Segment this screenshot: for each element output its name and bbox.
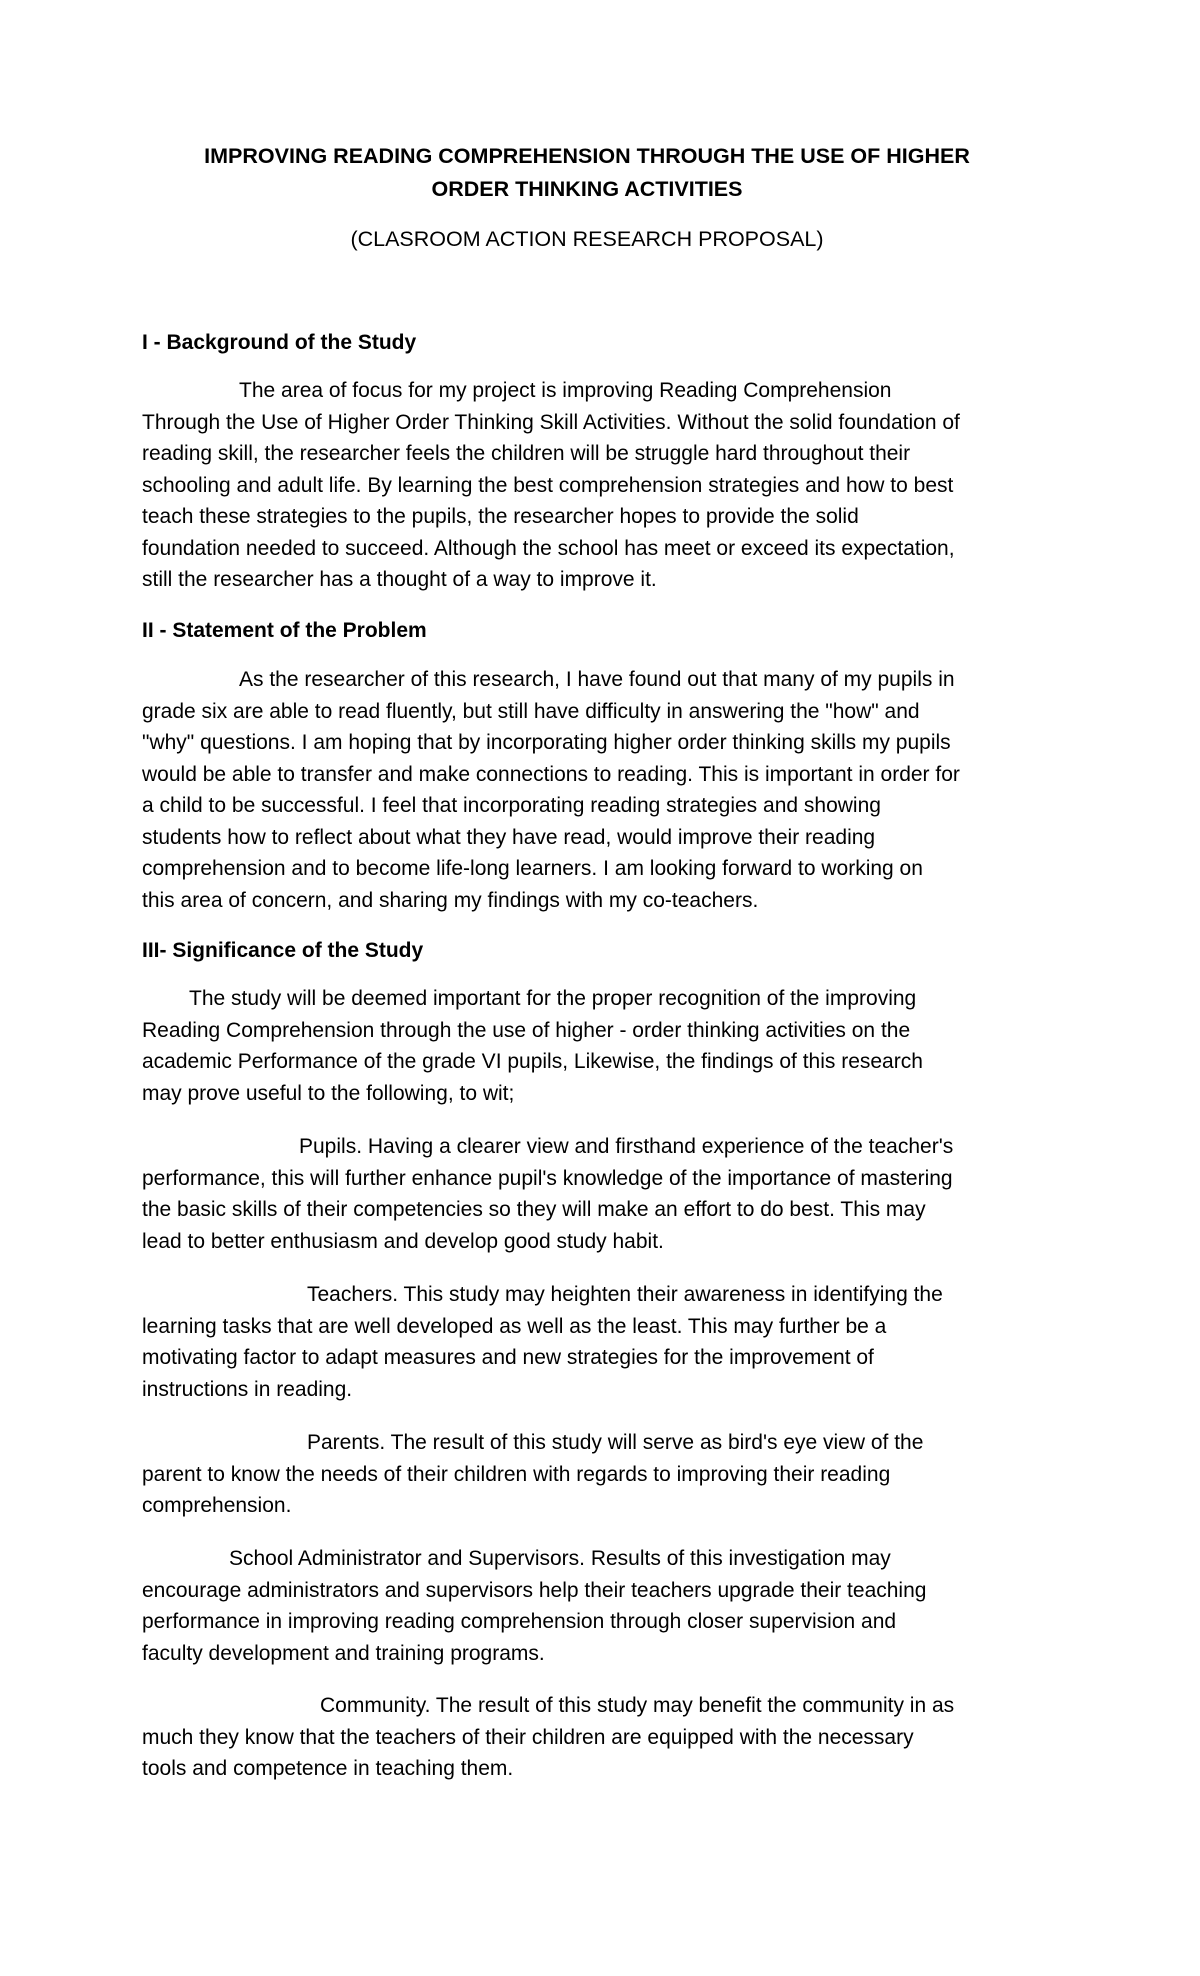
document-title [142,140,1032,206]
paragraph-background [142,375,1082,596]
paragraph-line: Through the Use of Higher Order Thinking Skill Activities. Without the solid foundation of [142,410,960,434]
paragraph-line: Parents. The result of this study will serve as bird's eye view of the [307,1431,924,1454]
paragraph-line: performance, this will further enhance pupil's knowledge of the importance of mastering [142,1166,953,1190]
paragraph-line: motivating factor to adapt measures and new strategies for the improvement of [142,1346,874,1369]
paragraph-line: reading skill, the researcher feels the children will be struggle hard throughout their [142,442,911,465]
title-line-2: ORDER THINKING ACTIVITIES [431,177,743,201]
paragraph-line: School Administrator and Supervisors. Results of this investigation may [229,1547,891,1570]
paragraph-line: faculty development and training programs. [142,1641,545,1665]
paragraph-line: tools and competence in teaching them. [142,1757,514,1780]
paragraph-administrators [142,1543,1082,1669]
paragraph-line: Reading Comprehension through the use of higher - order thinking activities on the [142,1018,911,1042]
paragraph-line: parent to know the needs of their children with regards to improving their reading [142,1462,891,1486]
paragraph-line: would be able to transfer and make connections to reading. This is important in order for [142,762,960,786]
paragraph-line: grade six are able to read fluently, but still have difficulty in answering the "how" and [142,699,920,723]
paragraph-community [142,1690,1082,1785]
title-line-1: IMPROVING READING COMPREHENSION THROUGH THE USE OF HIGHER [204,144,970,168]
paragraph-line: the basic skills of their competencies so they will make an effort to do best. This may [142,1198,926,1221]
paragraph-line: comprehension and to become life-long learners. I am looking forward to working on [142,857,923,880]
paragraph-problem [142,664,1082,916]
paragraph-line: teach these strategies to the pupils, the researcher hopes to provide the solid [142,505,859,528]
paragraph-line: performance in improving reading comprehension through closer supervision and [142,1610,897,1633]
paragraph-line: students how to reflect about what they have read, would improve their reading [142,825,876,849]
section-heading-problem: II - Statement of the Problem [142,619,427,642]
section-heading-significance: III- Significance of the Study [142,939,424,962]
paragraph-line: schooling and adult life. By learning the best comprehension strategies and how to best [142,473,954,497]
paragraph-line: comprehension. [142,1494,292,1517]
section-heading-background: I - Background of the Study [142,331,417,354]
paragraph-line: The area of focus for my project is improving Reading Comprehension [239,379,892,402]
paragraph-line: academic Performance of the grade VI pupils, Likewise, the findings of this research [142,1050,923,1073]
paragraph-line: foundation needed to succeed. Although the school has meet or exceed its expectation, [142,536,955,560]
paragraph-line: "why" questions. I am hoping that by incorporating higher order thinking skills my pupils [142,731,951,754]
paragraph-pupils [142,1131,1082,1257]
paragraph-line: a child to be successful. I feel that incorporating reading strategies and showing [142,794,881,817]
paragraph-line: encourage administrators and supervisors help their teachers upgrade their teaching [142,1578,927,1602]
paragraph-teachers [142,1279,1082,1405]
paragraph-significance [142,983,1082,1109]
paragraph-line: may prove useful to the following, to wit; [142,1081,515,1105]
paragraph-line: Community. The result of this study may benefit the community in as [320,1694,955,1717]
document-subtitle: (CLASROOM ACTION RESEARCH PROPOSAL) [350,227,824,251]
paragraph-line: still the researcher has a thought of a way to improve it. [142,568,657,591]
paragraph-line: Teachers. This study may heighten their awareness in identifying the [307,1283,943,1306]
paragraph-line: As the researcher of this research, I have found out that many of my pupils in [239,668,955,691]
paragraph-line: lead to better enthusiasm and develop good study habit. [142,1229,664,1253]
paragraph-line: this area of concern, and sharing my findings with my co-teachers. [142,888,759,912]
paragraph-parents [142,1427,1082,1522]
paragraph-line: The study will be deemed important for the proper recognition of the improving [189,987,917,1010]
paragraph-line: learning tasks that are well developed as well as the least. This may further be a [142,1314,887,1338]
paragraph-line: much they know that the teachers of their children are equipped with the necessary [142,1725,914,1749]
paragraph-line: Pupils. Having a clearer view and firsthand experience of the teacher's [299,1135,954,1158]
paragraph-line: instructions in reading. [142,1377,353,1401]
